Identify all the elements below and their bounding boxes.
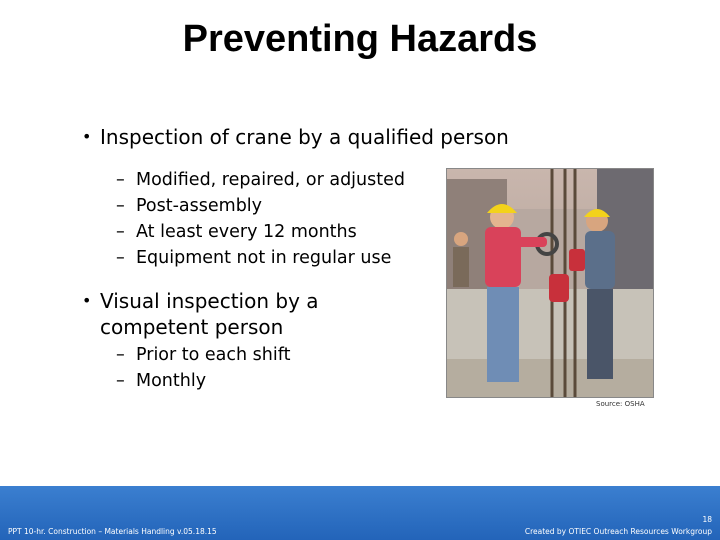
bullet-text: Visual inspection by a competent person — [100, 289, 319, 339]
list-item: – At least every 12 months — [116, 219, 405, 245]
dash-icon: – — [116, 222, 125, 242]
list-item: – Post-assembly — [116, 193, 405, 219]
list-item: – Equipment not in regular use — [116, 245, 405, 271]
bullet-dot-icon: • — [82, 127, 92, 146]
footer-bar — [0, 486, 720, 540]
bullet-visual-inspection — [82, 288, 342, 340]
photo-source-caption: Source: OSHA — [596, 400, 645, 408]
list-item: – Prior to each shift — [116, 342, 290, 368]
dash-icon: – — [116, 248, 125, 268]
footer-course-label: PPT 10-hr. Construction – Materials Handling v.05.18.15 — [8, 527, 217, 536]
list-item: – Monthly — [116, 368, 290, 394]
photo-illustration — [447, 169, 653, 397]
crane-inspection-photo — [446, 168, 654, 398]
dash-icon: – — [116, 170, 125, 190]
dash-icon: – — [116, 371, 125, 391]
footer-credit: Created by OTIEC Outreach Resources Workgroup — [524, 527, 712, 536]
bullet-dot-icon: • — [82, 291, 92, 310]
sub-list-visual — [116, 342, 290, 394]
bullet-text: Inspection of crane by a qualified person — [100, 125, 509, 149]
page-number: 18 — [702, 515, 712, 524]
bullet-inspection — [82, 124, 562, 150]
dash-icon: – — [116, 345, 125, 365]
dash-icon: – — [116, 196, 125, 216]
list-item: – Modified, repaired, or adjusted — [116, 167, 405, 193]
sub-list-inspection — [116, 167, 405, 271]
slide-title: Preventing Hazards — [182, 18, 538, 60]
